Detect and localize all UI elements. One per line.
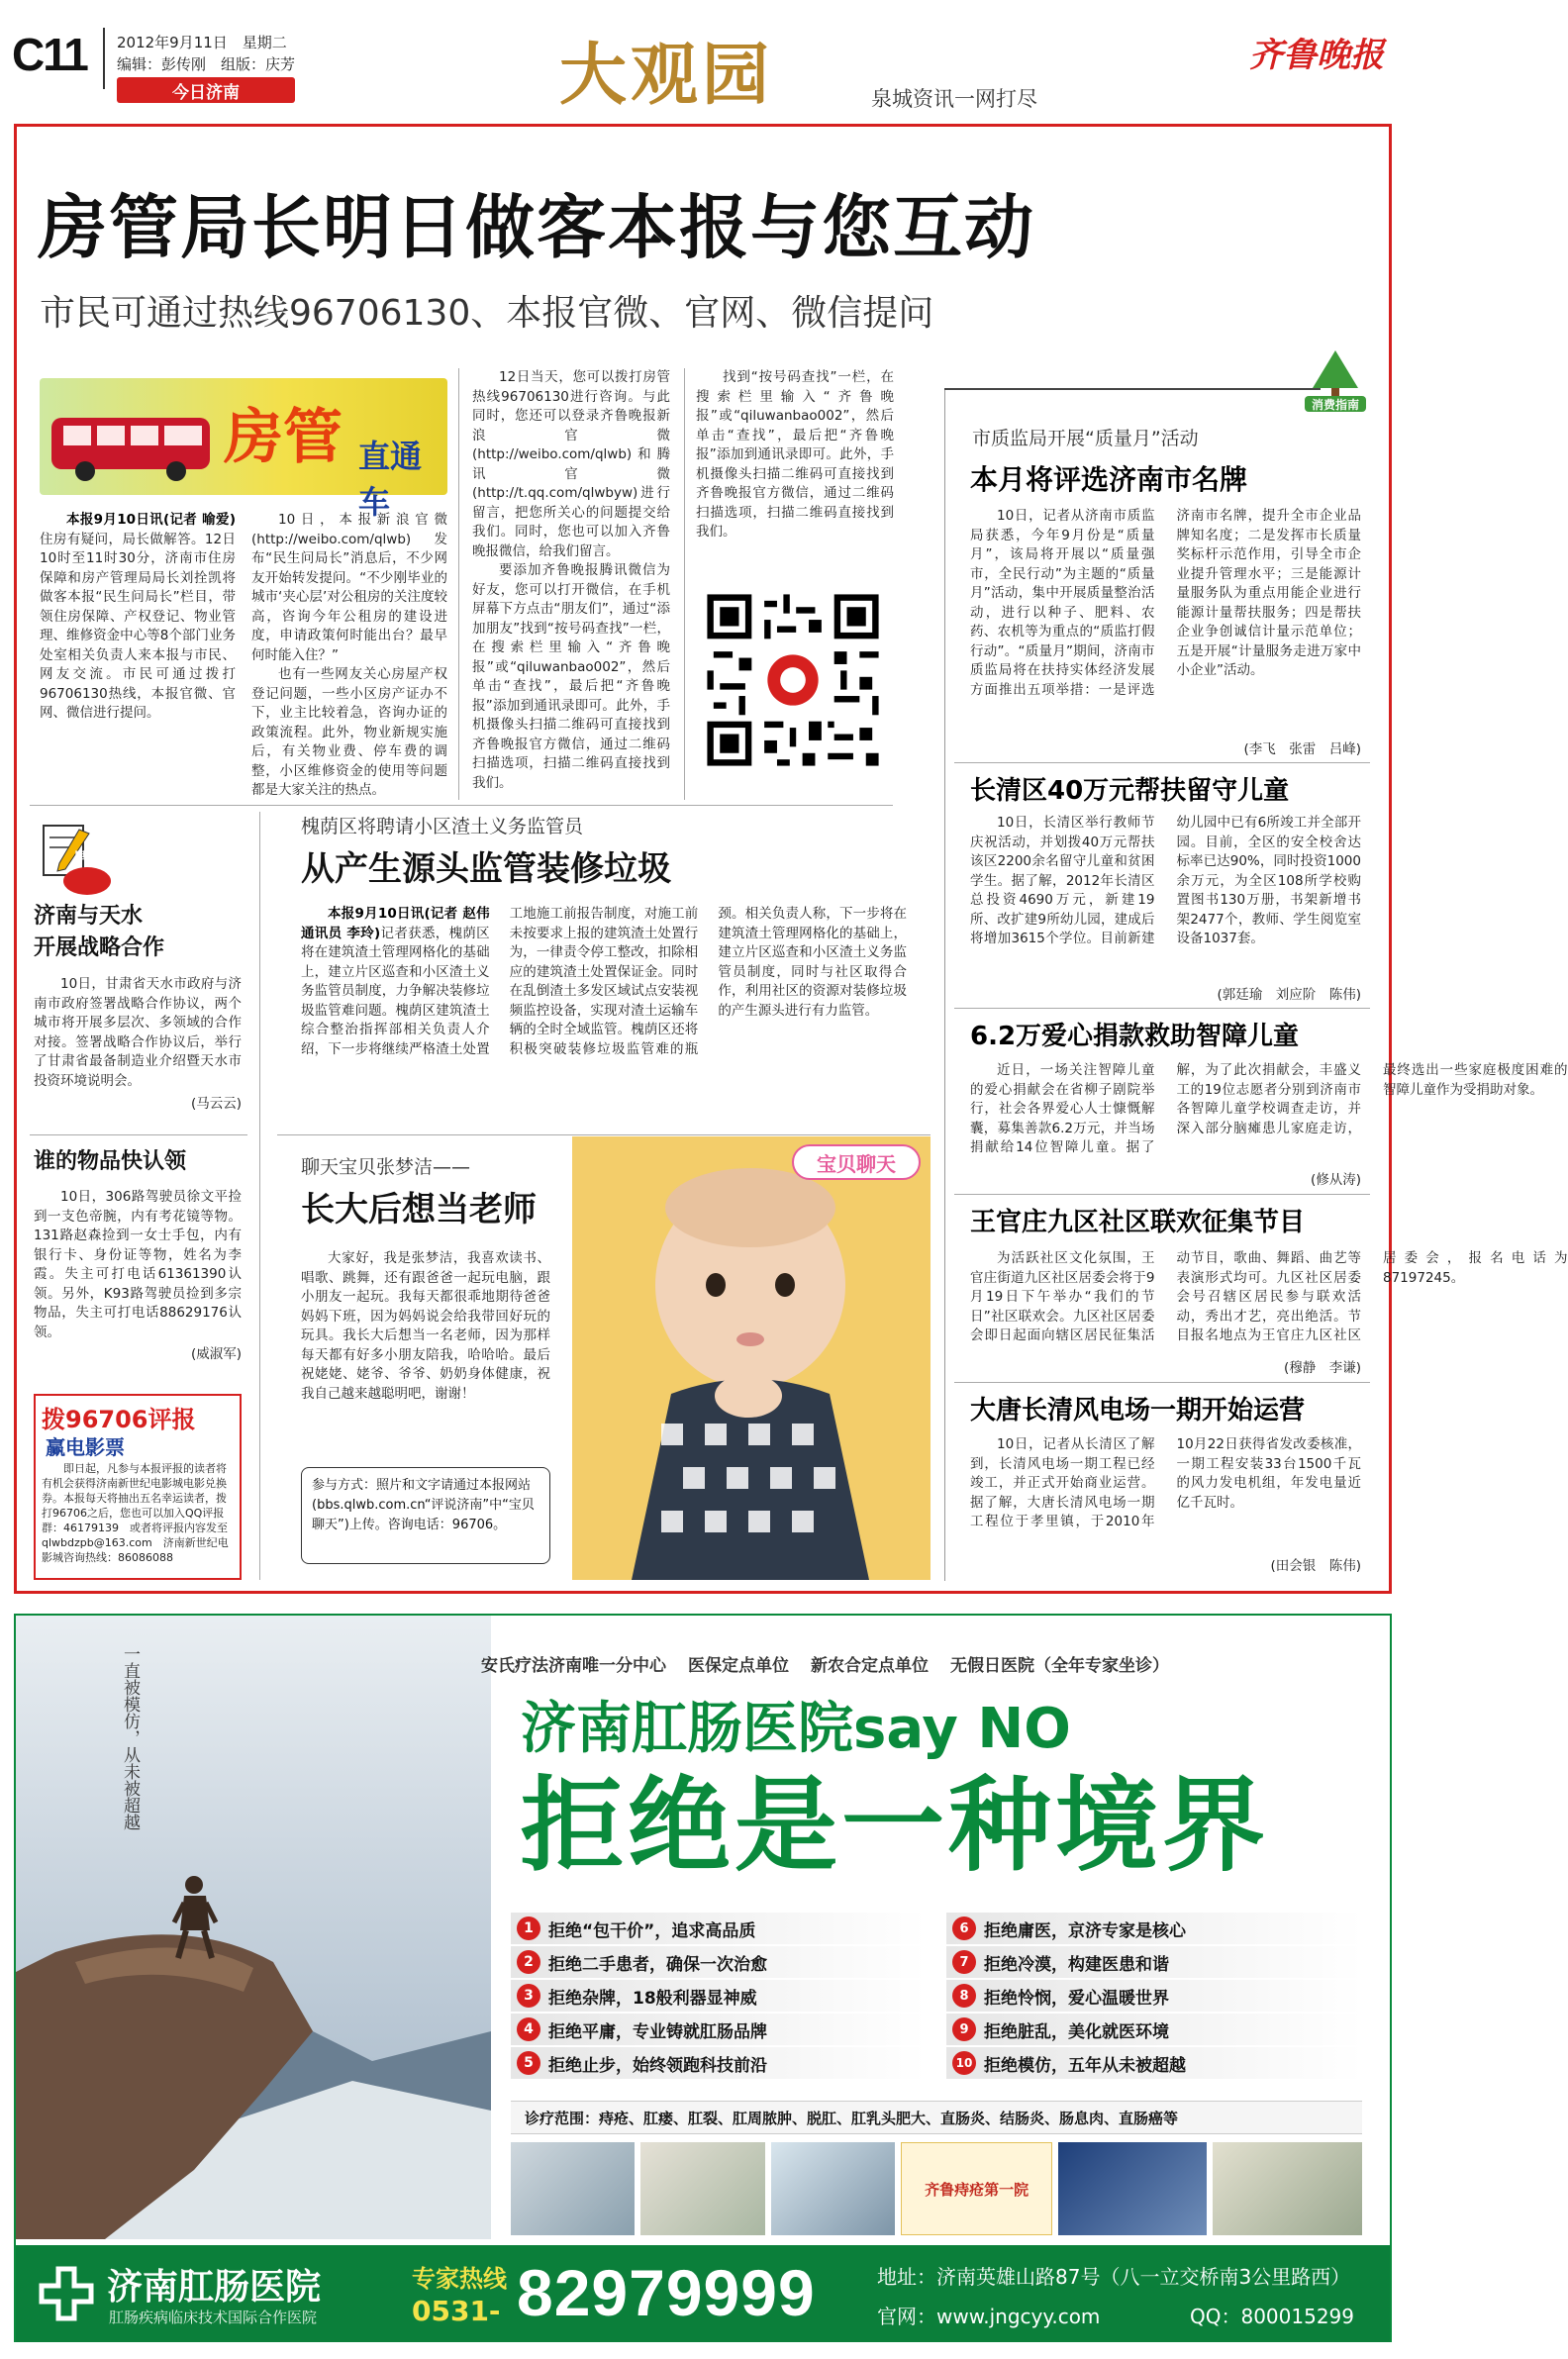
hospital-cross-icon xyxy=(40,2267,93,2320)
right-col-tag: 消费指南 xyxy=(1311,398,1359,412)
paper-logo: 齐鲁晚报 xyxy=(1249,36,1384,75)
section-name: 大观园 xyxy=(559,36,774,115)
s4-text: 为活跃社区文化氛围，王官庄街道九区社区居委会将于9月19日下午举办“我们的节日”社区联欢会。九区社区居委会即日起面向辖区居民征集活动节目，歌曲、舞蹈、曲艺等表演形式均可。九区社区居委会号召辖区居民参与联欢活动，秀出才艺，亮出绝活。节目报名地点为王官庄九区社区居委会，报名电话为87197245。 xyxy=(970,1250,1568,1343)
slogan: 泉城资讯一网打尽 xyxy=(871,87,1037,111)
list-num: 4 xyxy=(517,2017,540,2041)
s4-title: 王官庄九区社区联欢征集节目 xyxy=(970,1208,1306,1237)
area-code: 0531- xyxy=(412,2295,501,2327)
b2-byline: (威淑军) xyxy=(190,1346,242,1362)
list-num: 1 xyxy=(517,1917,540,1940)
footer-address: 地址：济南英雄山路87号（八一立交桥南3公里路西） xyxy=(877,2265,1351,2289)
b1-text: 10日，甘肃省天水市政府与济南市政府签署战略合作协议，两个城市将开展多层次、多领域的合作对接。签署战略合作协议后，举行了甘肃省最备制造业介绍暨天水市投资环境说明会。 xyxy=(34,976,242,1089)
s3-title: 6.2万爱心捐款救助智障儿童 xyxy=(970,1022,1300,1051)
lead-p4: 12日当天，您可以拨打房管热线96706130进行咨询。与此同时，您还可以登录齐鲁晚报新浪官微(http://weibo.com/qlwb)和腾讯官微(http://t.qq.com/qlwbyw)进行留言，把您所关心的问题提交给我们。同时，您也可以加入齐鲁晚报微信，给我们留言。 xyxy=(472,369,670,559)
left-ad-box xyxy=(34,1394,242,1580)
divider xyxy=(944,388,945,1581)
hospital-photo xyxy=(901,2142,1052,2235)
list-text: 拒绝怜悯，爱心温暖世界 xyxy=(984,1988,1169,2009)
ad-title-1: 济南肛肠医院say NO xyxy=(521,1697,1071,1761)
ad-right-list xyxy=(946,1913,1362,2081)
divider xyxy=(954,1008,1370,1009)
s1-title: 本月将评选济南市名牌 xyxy=(970,463,1248,496)
ad-left-list xyxy=(511,1913,927,2081)
m2-info-box xyxy=(301,1467,550,1564)
m2-kicker: 聊天宝贝张梦洁—— xyxy=(301,1156,471,1178)
right-col-rule xyxy=(944,388,1321,390)
list-item xyxy=(946,1980,1362,2012)
lead-col-1 xyxy=(40,511,236,800)
s5-title: 大唐长清风电场一期开始运营 xyxy=(970,1396,1306,1425)
baby-illustration xyxy=(572,1136,931,1580)
list-text: 拒绝二手患者，确保一次治愈 xyxy=(548,1954,767,1975)
divider xyxy=(30,805,893,806)
list-item xyxy=(946,2014,1362,2045)
lead-p5: 要添加齐鲁晚报腾讯微信为好友，您可以打开微信，在手机屏幕下方点击“朋友们”，通过“添加朋友”找到“按号码查找”一栏，在搜索栏里输入“齐鲁晚报”或“qiluwanbao002”，然后单击“查找”，最后把“齐鲁晚报”添加到通讯录即可。此外，手机摄像头扫描二维码可直接找到齐鲁晚报官方微信，通过二维码扫描选项，扫描二维码直接找到我们。 xyxy=(472,562,670,791)
s3-text: 近日，一场关注智障儿童的爱心捐献会在省柳子剧院举行，社会各界爱心人士慷慨解囊，募集善款6.2万元，并当场捐献给14位智障儿童。据了解，为了此次捐献会，丰盛义工的19位志愿者分别到济南市各智障儿童学校调查走访，并深入部分脑瘫患儿家庭走访，最终选出一些家庭极度困难的智障儿童作为受捐助对象。 xyxy=(970,1062,1568,1155)
s2-byline: (郭廷瑜 刘应阶 陈伟) xyxy=(1217,987,1361,1003)
left-ad-text: 即日起，凡参与本报评报的读者将有机会获得济南新世纪电影城电影兑换券。本报每天将抽出五名幸运读者，拨打96706之后，您也可以加入QQ评报群：46179139 或者将评报内容发至qlwbdzpb@163.com 济南新世纪电影城咨询热线：86086088 xyxy=(42,1462,229,1564)
m2-title: 长大后想当老师 xyxy=(301,1190,537,1229)
list-text: 拒绝“包干价”，追求高品质 xyxy=(548,1920,756,1941)
left-ad-sub: 赢电影票 xyxy=(46,1435,125,1459)
lead-dateline: 本报9月10日讯(记者 喻爱) xyxy=(66,512,236,528)
m1-body: 记者获悉，槐荫区将在建筑渣土管理网格化的基础上，建立片区巡查和小区渣土义务监管员制度，力争解决装修垃圾监管难问题。槐荫区建筑渣土综合整治指挥部相关负责人介绍，下一步将继续严格渣土处置工地施工前报告制度，对施工前未按要求上报的建筑渣土处置行为，一律责令停工整改，扣除相应的建筑渣土处置保证金。同时在乱倒渣土多发区域试点安装视频监控设备，实现对渣土运输车辆的全时全域监管。槐荫区还将积极突破装修垃圾监管难的瓶颈。相关负责人称，下一步将在建筑渣土管理网格化的基础上，建立片区巡查和小区渣土义务监管员制度，同时与社区取得合作，利用社区的资源对装修垃圾的产生源头进行有力监管。 xyxy=(301,906,907,1057)
list-num: 10 xyxy=(952,2051,976,2075)
s5-byline: (田会银 陈伟) xyxy=(1270,1558,1361,1574)
list-num: 5 xyxy=(517,2051,540,2075)
page-number-rule xyxy=(103,28,105,89)
divider xyxy=(954,1382,1370,1383)
top-item: 新农合定点单位 xyxy=(811,1656,929,1676)
list-num: 8 xyxy=(952,1984,976,2008)
hospital-ad xyxy=(14,1614,1392,2342)
list-num: 2 xyxy=(517,1950,540,1974)
hospital-photo xyxy=(1213,2142,1362,2235)
hospital-photo xyxy=(771,2142,895,2235)
lead-p2: 10日，本报新浪官微(http://weibo.com/qlwb)发布“民生问局长”消息后，不少网友开始转发提问。“不少刚毕业的城市‘夹心层’对公租房的关注度较高，咨询今年公租房的建设进度，申请政策何时能出台？最早何时能入住？” xyxy=(251,512,447,663)
bus-icon xyxy=(48,408,216,485)
list-text: 拒绝庸医，京济专家是核心 xyxy=(984,1920,1186,1941)
lead-headline: 房管局长明日做客本报与您互动 xyxy=(38,187,1035,268)
footer-logo-sub: 肛肠疾病临床技术国际合作医院 xyxy=(109,2309,318,2326)
m1-text xyxy=(301,905,907,1119)
m1-kicker: 槐荫区将聘请小区渣土义务监管员 xyxy=(301,816,584,837)
s2-text: 10日，长清区举行教师节庆祝活动，并划拨40万元帮扶该区2200余名留守儿童和贫困学生。据了解，2012年长清区总投资4690万元，新建19所、改扩建9所幼儿园，建成后将增加3615个学位。目前新建幼儿园中已有6所竣工并全部开园。目前，全区的安全校舍达标率已达90%，同时投资1000余万元，为全区108所学校购置图书130万册，书架新增书架2477个，教师、学生阅览室设备1037套。 xyxy=(970,815,1361,946)
lead-subhead: 市民可通过热线96706130、本报官微、官网、微信提问 xyxy=(40,293,934,334)
list-item xyxy=(511,1946,927,1978)
list-num: 9 xyxy=(952,2017,976,2041)
photo-sign-text: 齐鲁痔疮第一院 xyxy=(925,2180,1029,2199)
divider xyxy=(277,1134,931,1135)
list-text: 拒绝平庸，专业铸就肛肠品牌 xyxy=(548,2021,767,2042)
top-item: 无假日医院（全年专家坐诊） xyxy=(950,1656,1169,1676)
hospital-photo xyxy=(640,2142,764,2235)
list-text: 拒绝冷漠，构建医患和谐 xyxy=(984,1954,1169,1975)
left-col-tag: 早看 xyxy=(73,850,101,866)
hotline-label: 专家热线 xyxy=(412,2265,507,2293)
list-num: 3 xyxy=(517,1984,540,2008)
list-item xyxy=(511,2047,927,2079)
ad-scope-bar: 诊疗范围：痔疮、肛瘘、肛裂、肛周脓肿、脱肛、肛乳头肥大、直肠炎、结肠炎、肠息肉、直肠癌等 xyxy=(511,2101,1362,2134)
divider xyxy=(259,812,260,1580)
lead-p3: 也有一些网友关心房屋产权登记问题，一些小区房产证办不下，业主比较着急，咨询办证的政策流程。此外，物业新规实施后，有关物业费、停车费的调整，小区维修资金的使用等问题都是大家关注的热点。 xyxy=(251,666,447,798)
m1-title: 从产生源头监管装修垃圾 xyxy=(301,849,671,889)
baby-chat-badge: 宝贝聊天 xyxy=(792,1144,921,1180)
banner-small: 直通车 xyxy=(358,438,423,521)
s1-text: 10日，记者从济南市质监局获悉，今年9月份是“质量月”，该局将开展以“质量强市，全民行动”为主题的“质量月”活动，集中开展质量整治活动，进行以种子、肥料、农药、农机等为重点的“质监打假行动”。“质量月”期间，济南市质监局将在扶持实体经济发展方面推出五项举措：一是评选济南市名牌，提升全市企业品牌知名度；二是发挥市长质量奖标杆示范作用，引导全市企业提升管理水平；三是能源计量服务队为重点用能企业进行能源计量帮扶服务；四是帮扶企业争创诚信计量示范单位；五是开展“计量服务走进万家中小企业”活动。 xyxy=(970,508,1361,698)
list-item xyxy=(511,1913,927,1944)
lead-col-4 xyxy=(696,368,894,578)
list-text: 拒绝脏乱，美化就医环境 xyxy=(984,2021,1169,2042)
s4-byline: (穆静 李谦) xyxy=(1283,1360,1361,1376)
ad-title-2: 拒绝是一种境界 xyxy=(521,1765,1270,1886)
baby-photo xyxy=(572,1136,931,1580)
lead-p5-continued: 找到“按号码查找”一栏，在搜索栏里输入“齐鲁晚报”或“qiluwanbao002”，然后单击“查找”，最后把“齐鲁晚报”添加到通讯录即可。此外，手机摄像头扫描二维码可直接找到齐鲁晚报官方微信，通过二维码扫描选项，扫描二维码直接找到我们。 xyxy=(696,369,894,540)
b1-byline: (马云云) xyxy=(190,1096,242,1112)
m2-box-text: 参与方式：照片和文字请通过本报网站(bbs.qlwb.com.cn“评说济南”中“宝贝聊天”)上传。咨询电话：96706。 xyxy=(312,1478,535,1532)
b2-title: 谁的物品快认领 xyxy=(34,1149,187,1174)
s3-byline: (修从涛) xyxy=(1310,1172,1361,1188)
m1-dateline: 本报9月10日讯(记者 赵伟 通讯员 李玲) xyxy=(301,906,504,941)
ad-top-items xyxy=(481,1651,1372,1676)
page-number: C11 xyxy=(12,29,87,80)
top-item: 安氏疗法济南唯一分中心 xyxy=(481,1656,666,1676)
list-num: 7 xyxy=(952,1950,976,1974)
ad-footer xyxy=(16,2245,1390,2342)
ad-photo-strip xyxy=(511,2142,1362,2235)
section-tab: 今日济南 xyxy=(117,77,295,103)
list-item xyxy=(946,2047,1362,2079)
list-num: 6 xyxy=(952,1917,976,1940)
s1-byline: (李飞 张雷 吕峰) xyxy=(1243,741,1361,757)
list-text: 拒绝模仿，五年从未被超越 xyxy=(984,2055,1186,2076)
divider xyxy=(954,762,1370,763)
list-item xyxy=(946,1913,1362,1944)
lead-col-2 xyxy=(251,511,447,800)
s2-title: 长清区40万元帮扶留守儿童 xyxy=(970,776,1290,806)
issue-date: 2012年9月11日 星期二 xyxy=(117,34,287,51)
divider xyxy=(954,1194,1370,1195)
lead-col-3 xyxy=(472,368,670,800)
m2-text: 大家好，我是张梦洁，我喜欢读书、唱歌、跳舞，还有跟爸爸一起玩电脑，跟小朋友一起玩。我每天都很乖地期待爸爸妈妈下班，因为妈妈说会给我带回好玩的玩具。我长大后想当一名老师，因为那样每天都有好多小朋友陪我，哈哈哈。最后祝姥姥、姥爷、爷爷、奶奶身体健康，祝我自己越来越聪明吧，谢谢！ xyxy=(301,1250,550,1402)
footer-qq: QQ：800015299 xyxy=(1190,2305,1355,2328)
list-item xyxy=(946,1946,1362,1978)
list-item xyxy=(511,2014,927,2045)
masthead xyxy=(0,0,1403,124)
footer-website: 官网：www.jngcyy.com xyxy=(877,2305,1101,2328)
list-text: 拒绝杂牌，18般利器显神威 xyxy=(548,1988,757,2009)
qr-code-icon xyxy=(701,588,885,772)
top-item: 医保定点单位 xyxy=(688,1656,789,1676)
hospital-photo xyxy=(511,2142,635,2235)
divider xyxy=(30,1134,247,1135)
brand-line: 一直被模仿，从未被超越 xyxy=(120,1645,140,1830)
lead-p1: 住房有疑问，局长做解答。12日10时至11时30分，济南市住房保障和房产管理局局长刘拴凯将做客本报“民生问局长”栏目，带领住房保障、产权登记、物业管理、维修资金中心等8个部门业务处室相关负责人来本报与市民、网友交流。市民可通过拨打96706130热线，本报官微、官网、微信进行提问。 xyxy=(40,531,236,721)
list-item xyxy=(511,1980,927,2012)
footer-logo-name: 济南肛肠医院 xyxy=(107,2267,322,2308)
s5-text: 10日，记者从长清区了解到，长清风电场一期工程已经竣工，并正式开始商业运营。据了解，大唐长清风电场一期工程位于孝里镇，于2010年10月22日获得省发改委核准，一期工程安装33台1500千瓦的风力发电机组，年发电量近亿千瓦时。 xyxy=(970,1436,1361,1529)
b2-text: 10日，306路驾驶员徐文平捡到一支色帝腕，内有考花镜等物。131路赵森捡到一女士手包，内有银行卡、身份证等物，姓名为李霞。失主可打电话61361390认领。另外，K93路驾驶员捡到多宗物品，失主可打电话88629176认领。 xyxy=(34,1189,242,1340)
editors: 编辑：彭传刚 组版：庆芳 xyxy=(117,55,296,73)
s1-kicker: 市质监局开展“质量月”活动 xyxy=(972,428,1199,449)
divider xyxy=(458,368,459,800)
hotline-number: 82979999 xyxy=(517,2256,816,2329)
banner-big: 房管 xyxy=(224,403,343,472)
left-ad-title: 拨96706评报 xyxy=(42,1406,196,1433)
b1-title: 济南与天水 开展战略合作 xyxy=(34,904,165,960)
hospital-photo xyxy=(1058,2142,1208,2235)
divider xyxy=(684,368,685,800)
list-text: 拒绝止步，始终领跑科技前沿 xyxy=(548,2055,767,2076)
